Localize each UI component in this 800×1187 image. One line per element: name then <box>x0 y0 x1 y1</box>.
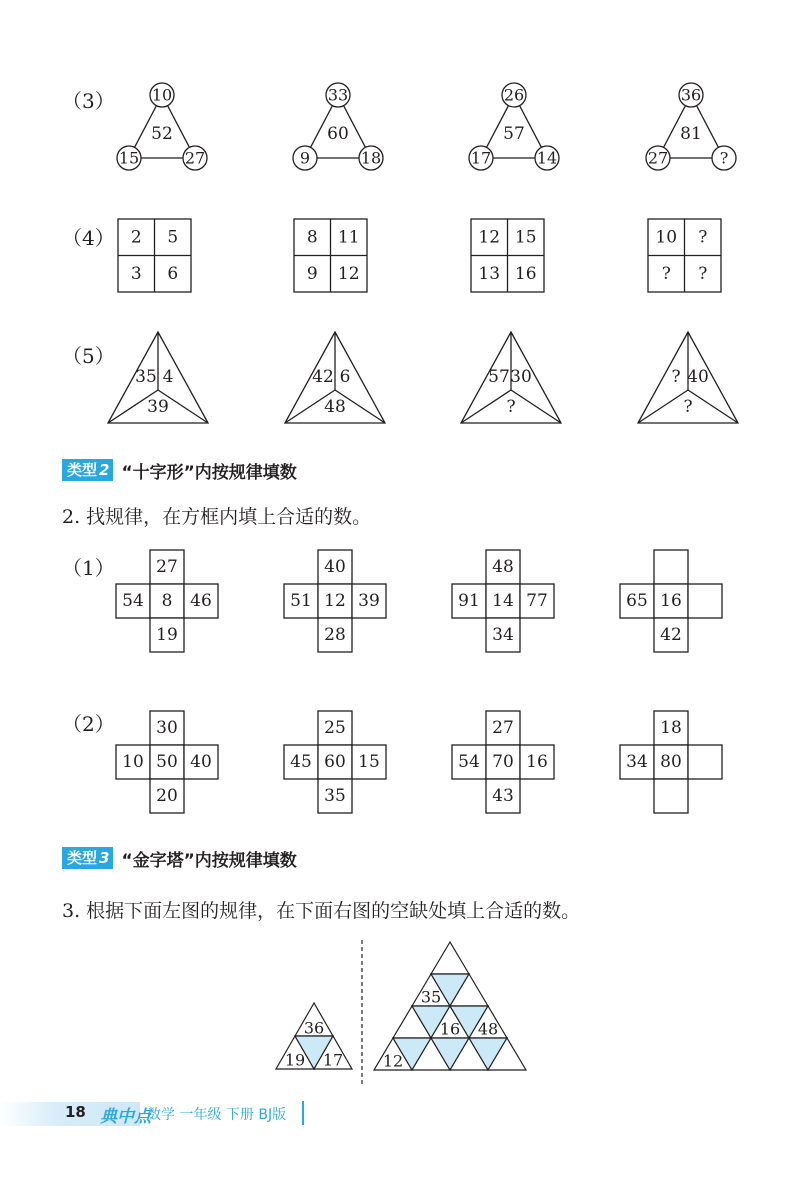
question3-text: 3. 根据下面左图的规律，在下面右图的空缺处填上合适的数。 <box>62 900 581 922</box>
cross-top-value: 48 <box>492 557 514 577</box>
cross-left-value: 51 <box>290 591 312 611</box>
big-pyramid-value-c: 48 <box>477 1019 499 1039</box>
arrow-bottom-value: ? <box>506 397 516 417</box>
page-footer <box>0 1099 800 1129</box>
cross-top-value: 27 <box>492 718 514 738</box>
grid-cell-value: 12 <box>478 227 501 248</box>
cross-right-value: 15 <box>358 752 380 772</box>
brand-logo: 典中点 <box>100 1107 151 1127</box>
cross-bottom-value: 34 <box>492 625 514 645</box>
circle-left-value: 15 <box>118 148 140 168</box>
book-title: 数学 一年级 下册 BJ版 <box>147 1107 287 1123</box>
cross-left-value: 45 <box>290 752 312 772</box>
grid-cell-value: 6 <box>167 263 179 284</box>
cross-center-value: 80 <box>660 752 682 772</box>
triangle-center-value: 52 <box>151 124 173 144</box>
cross-bottom-value: 28 <box>324 625 346 645</box>
small-pyramid-top-value: 36 <box>303 1018 325 1038</box>
triangle-center-value: 57 <box>503 124 525 144</box>
arrow-left-value: 35 <box>135 367 157 387</box>
grid-cell-value: 5 <box>167 227 179 248</box>
arrow-bottom-value: 39 <box>147 397 169 417</box>
cross1-label: （1） <box>62 556 115 580</box>
cross-center-value: 14 <box>492 591 514 611</box>
circle-right-value: 14 <box>536 148 558 168</box>
row5-label: （5） <box>62 344 115 368</box>
grid-cell-value: 3 <box>130 263 142 284</box>
cross-bottom-value: 19 <box>156 625 178 645</box>
big-pyramid-cell <box>431 942 469 974</box>
cross-bottom-value: 43 <box>492 786 514 806</box>
cross-top-value: 25 <box>324 718 346 738</box>
row3-label: （3） <box>62 89 115 113</box>
cross-left-value: 34 <box>626 752 648 772</box>
triangle-center-value: 60 <box>327 124 349 144</box>
row4-label: （4） <box>62 226 115 250</box>
circle-left-value: 9 <box>299 148 311 168</box>
cross-left-value: 91 <box>458 591 480 611</box>
cross-top-value: 40 <box>324 557 346 577</box>
cross-left-value: 54 <box>458 752 480 772</box>
circle-right-value: ? <box>719 148 729 168</box>
cross-right-value: 16 <box>526 752 548 772</box>
grid-cell-value: ? <box>698 227 708 248</box>
grid-cell-value: 2 <box>130 227 142 248</box>
section3-title: “金字塔”内按规律填数 <box>121 850 297 871</box>
cross-center-value: 12 <box>324 591 346 611</box>
arrow-bottom-value: ? <box>683 397 693 417</box>
triangle-center-value: 81 <box>680 124 702 144</box>
grid-cell-value: ? <box>698 263 708 284</box>
circle-top-value: 36 <box>680 85 702 105</box>
grid-cell-value: 11 <box>337 227 360 248</box>
cross-left-value: 10 <box>122 752 144 772</box>
grid-cell-value: 16 <box>514 263 537 284</box>
cross2-label: （2） <box>62 712 115 736</box>
cross-bottom-value: 20 <box>156 786 178 806</box>
grid-cell-value: 15 <box>514 227 537 248</box>
arrow-right-value: 6 <box>339 367 351 387</box>
cross-center-value: 16 <box>660 591 682 611</box>
small-pyramid-right-value: 17 <box>322 1050 344 1070</box>
section2-badge: 类型 2 <box>62 459 113 481</box>
circle-top-value: 26 <box>503 85 525 105</box>
circle-top-value: 10 <box>151 85 173 105</box>
arrow-right-value: 40 <box>687 367 709 387</box>
cross-center-value: 70 <box>492 752 514 772</box>
cross-right-value: 40 <box>190 752 212 772</box>
cross-right-value: 39 <box>358 591 380 611</box>
arrow-left-value: 57 <box>488 367 510 387</box>
cross-bottom-value: 42 <box>660 625 682 645</box>
grid-cell-value: 10 <box>655 227 678 248</box>
arrow-left-value: 42 <box>312 367 334 387</box>
arrow-left-value: ? <box>671 367 681 387</box>
circle-left-value: 17 <box>470 148 492 168</box>
grid-cell-value: 8 <box>306 227 318 248</box>
grid-cell-value: 13 <box>478 263 501 284</box>
cross-top-value: 18 <box>660 718 682 738</box>
cross-left-value: 54 <box>122 591 144 611</box>
circle-top-value: 33 <box>327 85 349 105</box>
footer-divider <box>302 1101 304 1125</box>
section3-badge: 类型 3 <box>62 847 113 869</box>
arrow-right-value: 4 <box>162 367 174 387</box>
grid-cell-value: 9 <box>306 263 318 284</box>
cross-right-value: 77 <box>526 591 548 611</box>
big-pyramid-value-d: 12 <box>382 1051 404 1071</box>
circle-right-value: 18 <box>360 148 382 168</box>
small-pyramid-left-value: 19 <box>284 1050 306 1070</box>
grid-cell-value: 12 <box>337 263 360 284</box>
cross-top-value: 30 <box>156 718 178 738</box>
cross-left-value: 65 <box>626 591 648 611</box>
big-pyramid-value-a: 35 <box>420 987 442 1007</box>
cross-top-value: 27 <box>156 557 178 577</box>
arrow-bottom-value: 48 <box>324 397 346 417</box>
circle-left-value: 27 <box>647 148 669 168</box>
cross-center-value: 50 <box>156 752 178 772</box>
section2-title: “十字形”内按规律填数 <box>121 462 297 483</box>
cross-right-value: 46 <box>190 591 212 611</box>
grid-cell-value: ? <box>661 263 671 284</box>
cross-bottom-value: 35 <box>324 786 346 806</box>
page-number: 18 <box>65 1103 86 1121</box>
big-pyramid-value-b: 16 <box>439 1019 461 1039</box>
question2-text: 2. 找规律，在方框内填上合适的数。 <box>62 506 372 528</box>
circle-right-value: 27 <box>184 148 206 168</box>
arrow-right-value: 30 <box>510 367 532 387</box>
cross-center-value: 60 <box>324 752 346 772</box>
cross-center-value: 8 <box>161 591 173 611</box>
